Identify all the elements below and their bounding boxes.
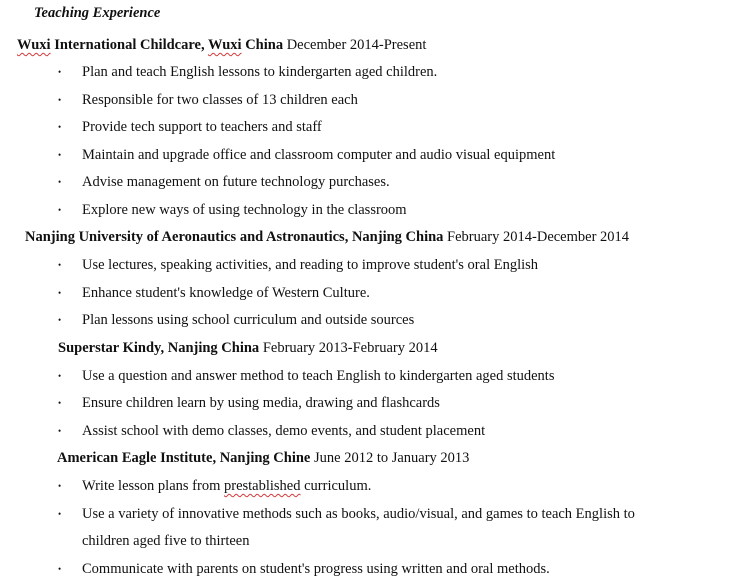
bullet-icon: • [58, 426, 62, 436]
list-item: Communicate with parents on student's progress using written and oral methods. [82, 561, 550, 577]
employer-name: American Eagle Institute, Nanjing Chine [57, 450, 311, 466]
employer-name-part: China [241, 37, 284, 53]
list-item: Explore new ways of using technology in the classroom [82, 202, 407, 218]
job-dates: February 2014-December 2014 [443, 229, 630, 245]
job-dates: February 2013-February 2014 [259, 340, 438, 356]
list-item: Enhance student's knowledge of Western Culture. [82, 285, 370, 301]
list-item: Plan lessons using school curriculum and outside sources [82, 312, 415, 328]
bullet-icon: • [58, 260, 62, 270]
employer-name-part: International Childcare, [50, 37, 208, 53]
list-item: Use lectures, speaking activities, and reading to improve student's oral English [82, 257, 539, 273]
job-heading [17, 36, 426, 54]
list-item: Responsible for two classes of 13 children each [82, 92, 358, 108]
employer-name-part: Wuxi [207, 37, 242, 53]
bullet-icon: • [58, 67, 62, 77]
list-item-text: Write lesson plans from [82, 478, 224, 494]
bullet-icon: • [58, 205, 62, 215]
job-heading [58, 339, 438, 357]
employer-name: Superstar Kindy, Nanjing China [58, 340, 260, 356]
job-heading [25, 228, 629, 246]
list-item: Use a variety of innovative methods such as books, audio/visual, and games to teach English to [82, 506, 635, 522]
list-item: Use a question and answer method to teach English to kindergarten aged students [82, 368, 555, 384]
bullet-icon: • [58, 95, 62, 105]
employer-name: Nanjing University of Aeronautics and Astronautics, Nanjing China [25, 229, 444, 245]
bullet-icon: • [58, 122, 62, 132]
bullet-icon: • [58, 509, 62, 519]
job-heading [57, 449, 469, 467]
list-item: Maintain and upgrade office and classroom computer and audio visual equipment [82, 147, 556, 163]
list-item: Advise management on future technology purchases. [82, 174, 390, 190]
bullet-icon: • [58, 564, 62, 574]
bullet-icon: • [58, 315, 62, 325]
list-item: Assist school with demo classes, demo events, and student placement [82, 423, 486, 439]
job-dates: June 2012 to January 2013 [310, 450, 470, 466]
employer-name-part: Wuxi [17, 37, 51, 53]
bullet-icon: • [58, 481, 62, 491]
bullet-icon: • [58, 150, 62, 160]
bullet-icon: • [58, 371, 62, 381]
list-item: Ensure children learn by using media, drawing and flashcards [82, 395, 440, 411]
list-item: Plan and teach English lessons to kindergarten aged children. [82, 64, 438, 80]
bullet-icon: • [58, 288, 62, 298]
list-item-text: curriculum. [300, 478, 372, 494]
list-item [82, 477, 371, 495]
job-dates: December 2014-Present [283, 37, 427, 53]
misspelled-word: prestablished [223, 478, 301, 494]
bullet-icon: • [58, 398, 62, 408]
bullet-icon: • [58, 177, 62, 187]
list-item: Provide tech support to teachers and staff [82, 119, 322, 135]
section-title: Teaching Experience [34, 5, 161, 21]
list-item-continuation: children aged five to thirteen [82, 533, 250, 549]
